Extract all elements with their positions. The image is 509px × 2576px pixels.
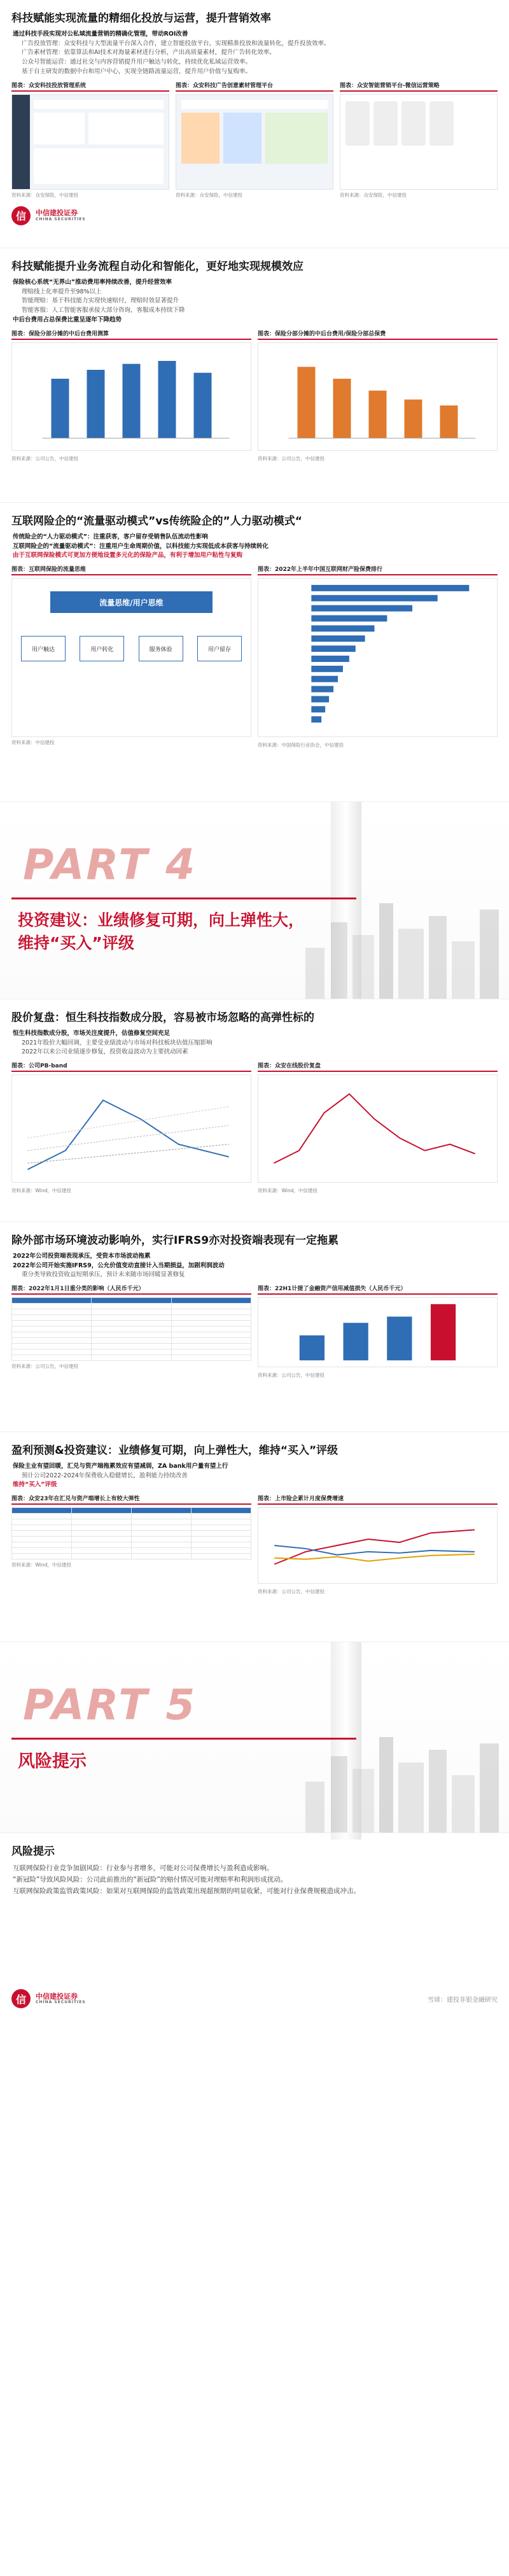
figure-caption: 图表：众安科技投放管理系统: [11, 81, 169, 92]
bullet: 互联网保险行业竞争加剧风险：行业参与者增多，可能对公司保费增长与盈利造成影响。: [13, 1864, 274, 1872]
figure: [258, 1284, 498, 1379]
bullet-list: [0, 278, 509, 325]
figure-source: 资料来源：公司公告，中信建投: [258, 455, 324, 461]
figure-caption: 图表：公司PB-band: [11, 1061, 251, 1072]
bullet: 互联网保险政策监管政策风险：如果对互联网保险的监管政策出现超预期的明显收紧，可能对行业保费规模造成冲击。: [13, 1887, 360, 1895]
section-title: 风险提示: [18, 1752, 87, 1771]
bullet-list: [0, 30, 509, 76]
logo-name: 中信建投证券: [36, 1992, 78, 2001]
data-table: [11, 1297, 251, 1361]
figure-source: 资料来源：众安保险，中信建投: [176, 192, 242, 198]
line-chart: [11, 1074, 251, 1183]
logo-icon: 信: [11, 206, 31, 225]
flow-box: 用户转化: [80, 636, 124, 661]
figure-source: 资料来源：中国保险行业协会，中信建投: [258, 742, 344, 749]
figure-source: 资料来源：Wind，中信建投: [11, 1188, 71, 1194]
line-chart: [258, 1507, 498, 1584]
part-number: PART 5: [23, 1680, 197, 1729]
watermark-text: 雪球：建投非银金融研究: [428, 1996, 498, 2004]
figure: [340, 81, 498, 199]
figure: [11, 81, 169, 199]
slide-traffic-vs-labor: [0, 503, 509, 802]
bullet: 2022年以来公司业绩逐步修复，投资收益波动为主要扰动因素: [22, 1048, 188, 1056]
figure-source: 资料来源：众安保险，中信建投: [11, 192, 78, 198]
bullet: 广告投放管理：众安科技与大型流量平台深入合作，建立智能投放平台，实现精准投放和流量转化，提升投放效率。: [22, 39, 330, 47]
bullet: 保险核心系统“无界山”推动费用率持续改善，提升经营效率: [13, 278, 172, 286]
section-divider-part5: [0, 1642, 509, 1833]
logo-en: CHINA SECURITIES: [36, 216, 86, 222]
bullet: 2022年公司投资端表现承压，受资本市场波动拖累: [13, 1252, 151, 1260]
figure: [11, 1061, 251, 1194]
bullet: 广告素材管理：依靠算法和AI技术对海量素材进行分析，产出高质量素材，提升广告转化效率。: [22, 49, 275, 57]
bullet-list: [0, 1252, 509, 1279]
figure: [176, 81, 333, 199]
bullet: 中后台费用占总保费比重呈逐年下降趋势: [13, 316, 122, 323]
slide-tech-marketing: [0, 0, 509, 248]
bullet: 理赔线上化率提升至98%以上: [22, 288, 102, 295]
slide-title: 盈利预测&投资建议：业绩修复可期，向上弹性大，维持“买入”评级: [11, 1444, 338, 1457]
figure: [11, 565, 251, 749]
bar-chart: [258, 342, 498, 451]
bullet-list: [0, 1462, 509, 1489]
bullet-list: [0, 533, 509, 560]
screenshot-image: [340, 94, 498, 190]
flow-diagram: [11, 578, 251, 737]
slide-title: 科技赋能实现流量的精细化投放与运营，提升营销效率: [11, 12, 271, 25]
bullet: 传统险企的“人力驱动模式”：注重获客，客户留存受销售队伍流动性影响: [13, 533, 208, 540]
brand-logo: [11, 1989, 86, 2008]
figure-source: 资料来源：公司公告，中信建投: [258, 1589, 324, 1595]
figure-source: 资料来源：Wind，中信建投: [258, 1188, 317, 1194]
figure-caption: 图表：2022年上半年中国互联网财产险保费排行: [258, 565, 498, 575]
logo-icon: 信: [11, 1989, 31, 2008]
bullet: 保险主业有望回暖，汇兑与资产端拖累效应有望减弱，ZA bank用户量有望上行: [13, 1462, 228, 1470]
figure-caption: 图表：上市险企累计月度保费增速: [258, 1494, 498, 1505]
figure-source: 资料来源：中信建投: [11, 740, 55, 746]
bullet-list: [0, 1863, 509, 1896]
figure: [11, 1494, 251, 1595]
slide-title: 科技赋能提升业务流程自动化和智能化，更好地实现规模效应: [11, 260, 303, 273]
section-title: [18, 909, 304, 955]
flow-box: 用户触达: [21, 636, 66, 661]
figure-source: 资料来源：公司公告，中信建投: [11, 1363, 78, 1370]
bar-chart: [258, 1297, 498, 1367]
bullet: 重分类导致投资收益短期承压，预计未来随市场回暖显著修复: [22, 1271, 185, 1279]
slide-title: 除外部市场环境波动影响外，实行IFRS9亦对投资端表现有一定拖累: [11, 1234, 339, 1247]
slide-title: 互联网险企的“流量驱动模式”vs传统险企的”人力驱动模式“: [11, 515, 302, 528]
slide-ifrs9: [0, 1222, 509, 1432]
screenshot-image: [11, 94, 169, 190]
figure: [258, 1061, 498, 1194]
slide-risks: [0, 1833, 509, 2016]
bullet: 智能理赔：基于科技能力实现快速赔付，理赔时效显著提升: [22, 297, 179, 305]
section-title-line: 维持“买入”评级: [18, 934, 134, 953]
bullet: 智能客服：人工智能客服承接大部分咨询，客服成本持续下降: [22, 307, 185, 314]
figure-caption: 图表：众安科技广告创意素材管理平台: [176, 81, 333, 92]
figure-caption: 图表：保险分部分摊的中后台费用/保险分部总保费: [258, 329, 498, 340]
bullet: 维持“买入”评级: [13, 1481, 57, 1489]
part-number: PART 4: [23, 840, 197, 889]
slide-forecast: [0, 1432, 509, 1642]
figure-source: 资料来源：公司公告，中信建投: [258, 1372, 324, 1379]
figure: [258, 329, 498, 462]
footer: [0, 1981, 509, 2016]
slide-title: 风险提示: [11, 1845, 55, 1858]
figure: [11, 329, 251, 462]
bullet: 2022年公司开始实施IFRS9，公允价值变动直接计入当期损益，加剧利润波动: [13, 1262, 225, 1269]
slide-stock-review: [0, 999, 509, 1222]
bullet: 通过科技手段实现对公私域流量营销的精确化管理，带动ROI改善: [13, 30, 188, 38]
bullet: 由于互联网保险模式可更加方便地设置多元化的保险产品，有利于增加用户粘性与复购: [13, 552, 243, 560]
section-title-line: 投资建议：业绩修复可期，向上弹性大，: [18, 911, 305, 929]
city-skyline-image: [299, 871, 509, 999]
bullet-list: [0, 1029, 509, 1057]
bullet: 公众号智能运营：通过社交与内容营销提升用户触达与转化，持续优化私域运营效率。: [22, 59, 252, 66]
bullet: 互联网险企的“流量驱动模式”：注重用户生命周期价值，以科技能力实现低成本获客与持续转化: [13, 542, 268, 550]
bullet: “新冠险”导致风险风险：公司此前推出的“新冠险”的赔付情况可能对理赔率和利润形成扰动。: [13, 1875, 288, 1883]
screenshot-image: [176, 94, 333, 190]
bullet: 2021年股价大幅回调，主要受业绩波动与市场对科技板块估值压缩影响: [22, 1039, 213, 1046]
brand-logo: [0, 202, 509, 232]
figure-caption: 图表：2022年1月1日重分类的影响（人民币千元）: [11, 1284, 251, 1295]
flow-box: 用户留存: [197, 636, 242, 661]
figure-caption: 图表：众安23年在汇兑与资产端增长上有较大弹性: [11, 1494, 251, 1505]
flow-top-box: 流量思维/用户思维: [50, 591, 213, 613]
figure-caption: 图表：众安在线股价复盘: [258, 1061, 498, 1072]
slide-tech-automation: [0, 248, 509, 503]
figure-source: 资料来源：公司公告，中信建投: [11, 455, 78, 461]
figure-caption: 图表：保险分部分摊的中后台费用测算: [11, 329, 251, 340]
logo-name: 中信建投证券: [36, 209, 78, 218]
figure-source: 资料来源：众安保险，中信建投: [340, 192, 407, 198]
figure: [11, 1284, 251, 1379]
bullet: 预计公司2022-2024年保费收入稳健增长，盈利能力持续改善: [22, 1472, 188, 1479]
bullet: 恒生科技指数成分股，市场关注度提升，估值修复空间充足: [13, 1029, 171, 1037]
figure-caption: 图表：互联网保险的流量思维: [11, 565, 251, 575]
city-skyline-image: [299, 1705, 509, 1833]
data-table: [11, 1507, 251, 1559]
line-chart: [258, 1074, 498, 1183]
figure: [258, 1494, 498, 1595]
figure-source: 资料来源：Wind，中信建投: [11, 1562, 71, 1568]
ranking-bar-chart: [258, 578, 498, 737]
figure-caption: 图表：22H1计提了金融资产信用减值损失（人民币千元）: [258, 1284, 498, 1295]
bullet: 基于自主研发的数据中台和用户中心，实现全链路流量运营，提升用户价值与复购率。: [22, 68, 252, 75]
slide-title: 股价复盘：恒生科技指数成分股，容易被市场忽略的高弹性标的: [11, 1011, 314, 1024]
flow-box: 服务体验: [139, 636, 183, 661]
bar-chart: [11, 342, 251, 451]
section-divider-part4: [0, 802, 509, 999]
figure-caption: 图表：众安智能营销平台-微信运营策略: [340, 81, 498, 92]
figure: [258, 565, 498, 749]
logo-en: CHINA SECURITIES: [36, 1999, 86, 2004]
